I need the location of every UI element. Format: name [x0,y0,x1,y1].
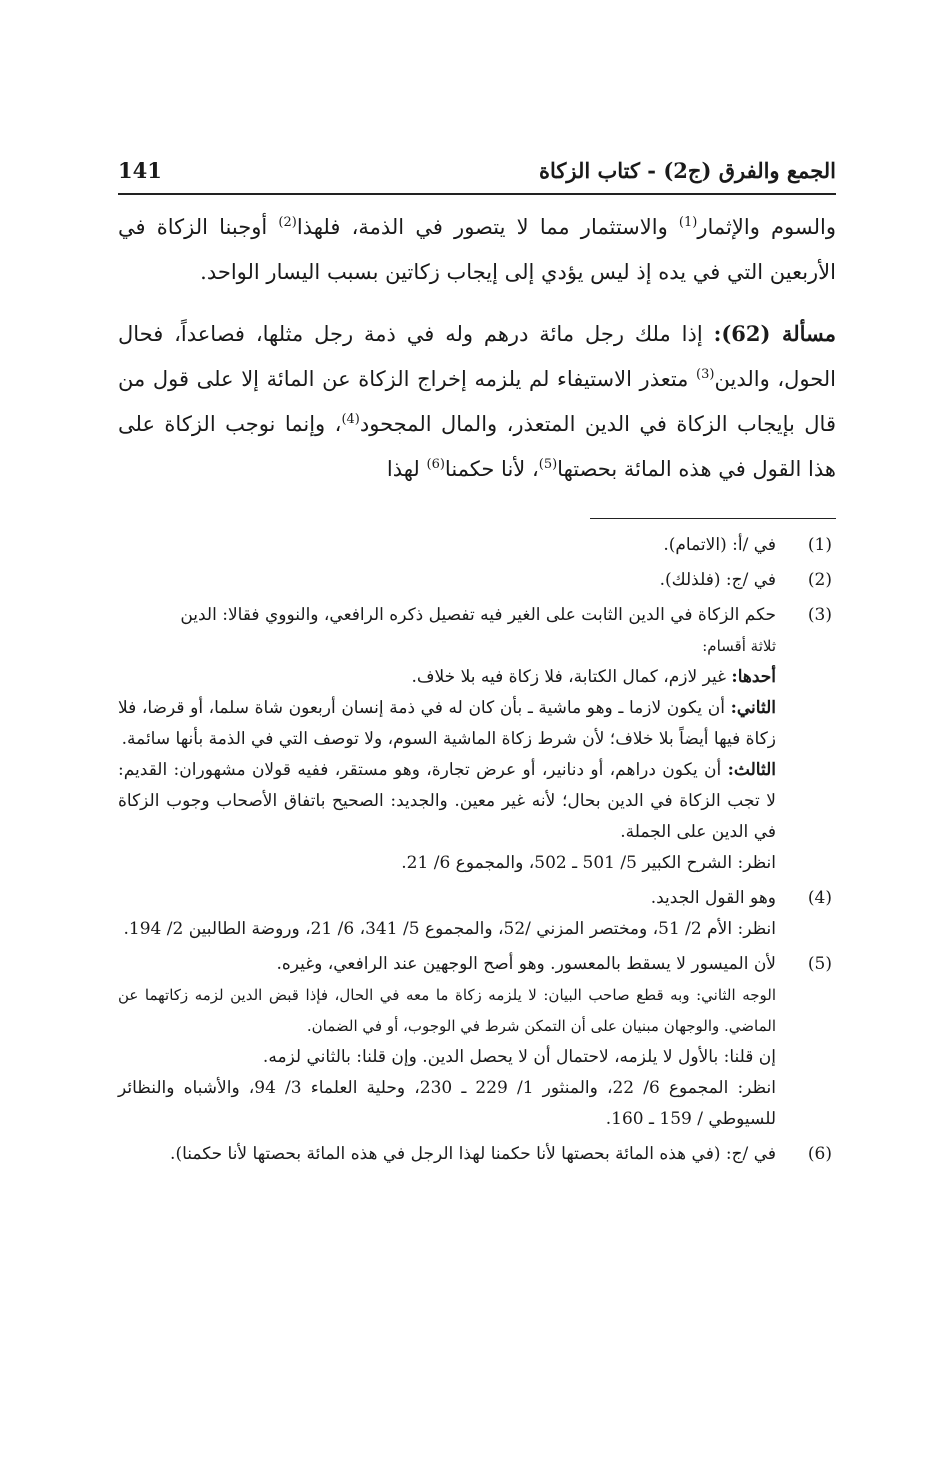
footnote-ref-1: (1) [678,215,698,230]
footnote-5: (5) لأن الميسور لا يسقط بالمعسور. وهو أصح الوجهين عند الرافعي، وغيره. الوجه الثاني: وبه قطع صاحب البيان: لا يلزمه زكاة ما معه في الحال، فإذا قبض الدين لزمه زكاتهما عن الماضي. والوجهان مبنيان على أن التمكن شرط في الوجوب، أو في الضمان. إن قلنا: بالأول لا يلزمه، لاحتمال أن لا يحصل الدين. وإن قلنا: بالثاني لزمه. انظر: المجموع 6/ 22، والمنثور 1/ 229 ـ 230، وحلية العلماء 3/ 94، والأشباه والنظائر للسيوطي / 159 ـ 160. [118,954,832,1129]
issue-62-paragraph: مسألة (62): إذا ملك رجل مائة درهم وله في ذمة رجل مثلها، فصاعداً، فحال الحول، والدين$^{(3)}$ متعذر الاستيفاء لم يلزمه إخراج الزكاة عن المائة إلا على قول من قال بإيجاب الزكاة في الدين المتعذر، والمال المجحود$^{(4)}$، وإنما نوجب الزكاة على هذا القول في هذه المائة بحصتها$^{(5)}$، لأنا حكمنا$^{(6)}$ لهذا [118,321,836,481]
footnote-ref-4: (4) [341,412,360,427]
footnote-1: (1) في /أ: (الاتمام). [663,535,832,555]
page-header [118,150,836,190]
footnotes [118,530,836,1174]
paragraph-1: والسوم والإثمار$^{(1)}$ والاستثمار مما لا يتصور في الذمة، فلهذا$^{(2)}$ أوجبنا الزكاة في الأربعين التي في يده إذ ليس يؤدي إلى إيجاب زكاتين بسبب اليسار الواحد. [118,215,836,284]
footnote-ref-5: (5) [538,457,558,472]
footnote-ref-6: (6) [426,457,445,472]
header-rule [118,193,836,195]
page-number: 141 [118,157,162,183]
footnote-separator [590,518,836,519]
main-text [118,205,836,492]
footnote-6: (6) في /ج: (في هذه المائة بحصتها لأنا حكمنا لهذا الرجل في هذه المائة بحصتها لأنا حكمنا). [170,1144,832,1164]
footnote-3: (3) حكم الزكاة في الدين الثابت على الغير فيه تفصيل ذكره الرافعي، والنووي فقالا: الدين ثلاثة أقسام: أحدها: غير لازم، كمال الكتابة، فلا زكاة فيه بلا خلاف. الثاني: أن يكون لازما ـ وهو ماشية ـ بأن كان له في ذمة إنسان أربعون شاة سلما، أو قرضا، فلا زكاة فيها أيضاً بلا خلاف؛ لأن شرط زكاة الماشية السوم، ولا توصف التي في الذمة بأنها سائمة. الثالث: أن يكون دراهم، أو دنانير، أو عرض تجارة، وهو مستقر، ففيه قولان مشهوران: القديم: لا تجب الزكاة في الدين بحال؛ لأنه غير معين. والجديد: الصحيح باتفاق الأصحاب وجوب الزكاة في الدين على الجملة. انظر: الشرح الكبير 5/ 501 ـ 502، والمجموع 6/ 21. [118,605,832,873]
footnote-2: (2) في /ج: (فلذلك). [659,570,832,590]
running-title: الجمع والفرق (ج2) - كتاب الزكاة [538,157,836,183]
issue-label: مسألة (62): [713,321,836,346]
footnote-4: (4) وهو القول الجديد. انظر: الأم 2/ 51، ومختصر المزني /52، والمجموع 5/ 341، 6/ 21، وروضة الطالبين 2/ 194. [123,888,832,939]
footnote-ref-2: (2) [278,215,297,230]
footnote-ref-3: (3) [696,367,715,382]
